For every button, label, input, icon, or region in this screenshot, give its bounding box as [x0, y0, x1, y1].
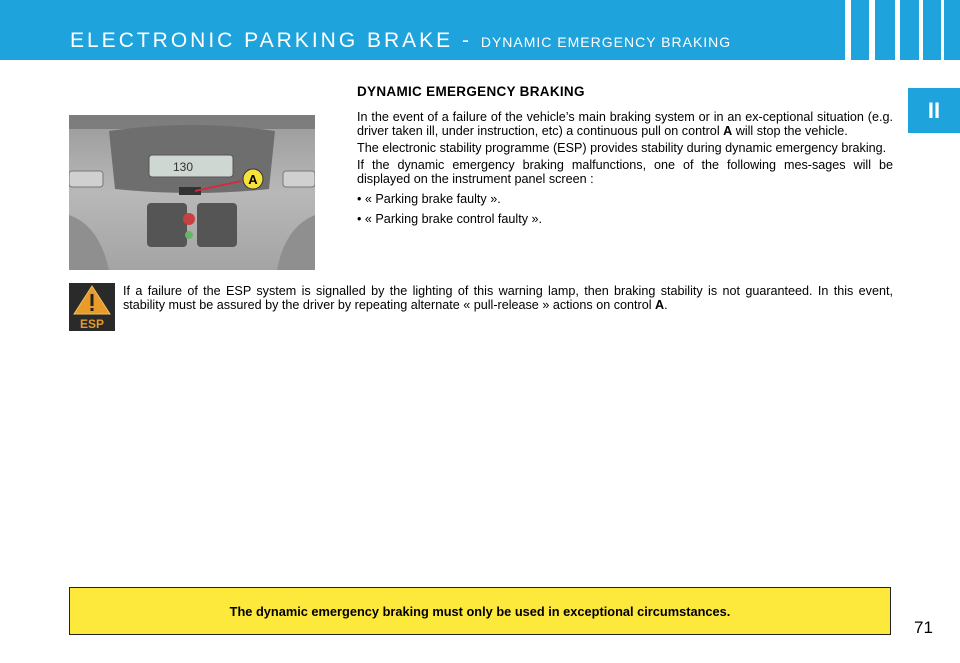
section-body: [357, 110, 893, 226]
section-title: DYNAMIC EMERGENCY BRAKING: [357, 84, 585, 99]
header-stripe: [895, 0, 900, 60]
paragraph: If the dynamic emergency braking malfunctions, one of the following mes-sages will be displayed on the instrument panel screen :: [357, 158, 893, 186]
dashboard-illustration: [69, 115, 315, 270]
list-item: • « Parking brake faulty ».: [357, 192, 501, 206]
dashboard-photo: [69, 115, 315, 270]
list-item: • « Parking brake control faulty ».: [357, 212, 543, 226]
control-reference: A: [723, 124, 733, 138]
page-number: 71: [914, 618, 933, 637]
esp-warning-icon: [69, 283, 115, 331]
page-header: [0, 0, 960, 60]
note-box: [69, 587, 891, 635]
display-speed: 130: [173, 160, 194, 174]
header-title-main: ELECTRONIC PARKING BRAKE -: [70, 29, 481, 52]
header-stripe: [941, 0, 944, 60]
header-title-sub: DYNAMIC EMERGENCY BRAKING: [480, 34, 732, 50]
esp-warning-text: If a failure of the ESP system is signalled by the lighting of this warning lamp, then braking stability is not guaranteed. In this event, stability must be assured by the driver by repeating alternate « pull-release » actions on control A.: [123, 284, 893, 312]
header-stripe: [869, 0, 875, 60]
chapter-tab: II: [908, 88, 960, 133]
header-stripe: [845, 0, 851, 60]
paragraph: In the event of a failure of the vehicle’s main braking system or in an ex-ceptional situation (e.g. driver taken ill, under instruction, etc) a continuous pull on control A will stop the vehicle.: [357, 110, 893, 138]
header-title: [70, 29, 731, 53]
esp-icon-label: ESP: [79, 317, 105, 331]
paragraph: The electronic stability programme (ESP) provides stability during dynamic emergency braking.: [357, 141, 887, 155]
note-text: The dynamic emergency braking must only be used in exceptional circumstances.: [229, 603, 731, 619]
control-reference: A: [655, 297, 665, 312]
control-marker-a: A: [248, 172, 258, 187]
header-stripe: [919, 0, 923, 60]
